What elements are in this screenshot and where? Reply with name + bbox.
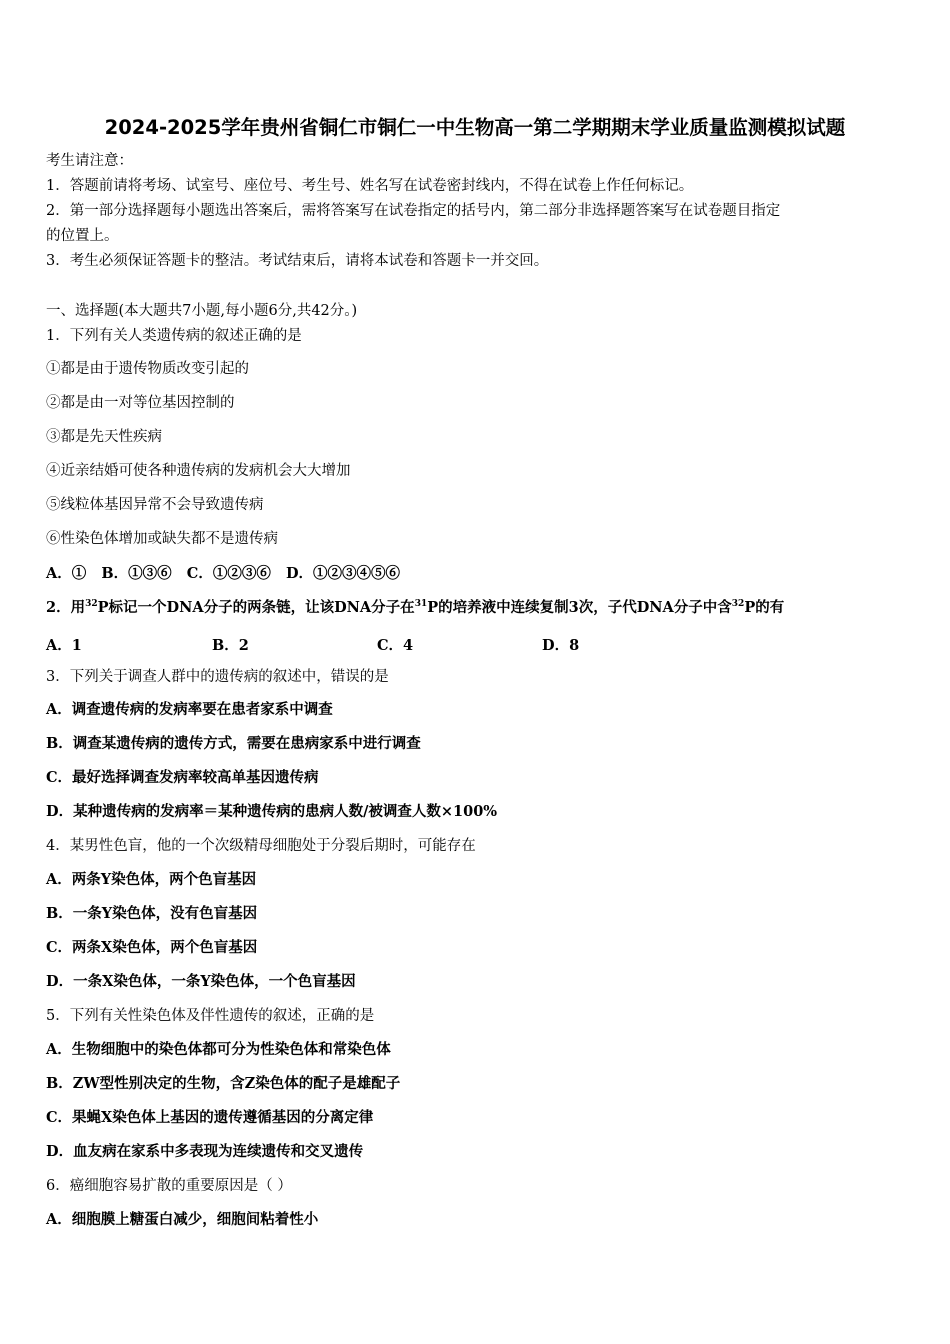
page-title: 2024-2025学年贵州省铜仁市铜仁一中生物高一第二学期期末学业质量监测模拟试题 xyxy=(104,116,846,139)
q2-stem-part-1: P标记一个DNA分子的两条链，让该DNA分子在 xyxy=(97,599,415,616)
q1-statement-1: ①都是由于遗传物质改变引起的 xyxy=(46,361,249,377)
q4-option-b: B．一条Y染色体，没有色盲基因 xyxy=(46,905,258,922)
notice-item-2-cont: 的位置上。 xyxy=(46,228,119,244)
q4-stem: 4．某男性色盲，他的一个次级精母细胞处于分裂后期时，可能存在 xyxy=(46,838,476,854)
q1-options: A．① B．①③⑥ C．①②③⑥ D．①②③④⑤⑥ xyxy=(46,565,401,582)
section-heading: 一、选择题(本大题共7小题,每小题6分,共42分。) xyxy=(46,303,358,319)
notice-item-1: 1．答题前请将考场、试室号、座位号、考生号、姓名写在试卷密封线内，不得在试卷上作任何标记。 xyxy=(46,178,694,194)
q2-option-d: D．8 xyxy=(542,637,580,654)
q5-stem: 5．下列有关性染色体及伴性遗传的叙述，正确的是 xyxy=(46,1008,375,1024)
q2-option-b: B．2 xyxy=(212,637,249,654)
q4-option-a: A．两条Y染色体，两个色盲基因 xyxy=(46,871,257,888)
q2-option-a: A．1 xyxy=(46,637,82,654)
q5-option-d: D．血友病在家系中多表现为连续遗传和交叉遗传 xyxy=(46,1143,364,1160)
notice-heading: 考生请注意： xyxy=(46,153,133,169)
q2-isotope-2: 31 xyxy=(414,599,428,609)
q5-option-c: C．果蝇X染色体上基因的遗传遵循基因的分离定律 xyxy=(46,1109,374,1126)
q2-stem xyxy=(46,599,784,617)
q6-stem: 6．癌细胞容易扩散的重要原因是（ ） xyxy=(46,1178,292,1194)
q3-option-a: A．调查遗传病的发病率要在患者家系中调查 xyxy=(46,701,333,718)
q2-isotope-1: 32 xyxy=(85,599,98,609)
q1-statement-4: ④近亲结婚可使各种遗传病的发病机会大大增加 xyxy=(46,463,351,479)
q1-statement-5: ⑤线粒体基因异常不会导致遗传病 xyxy=(46,497,264,513)
q3-option-d: D．某种遗传病的发病率＝某种遗传病的患病人数/被调查人数×100% xyxy=(46,803,498,820)
q2-isotope-3: 32 xyxy=(731,599,745,609)
q1-statement-6: ⑥性染色体增加或缺失都不是遗传病 xyxy=(46,531,278,547)
q2-stem-part-2: P的培养液中连续复制3次，子代DNA分子中含 xyxy=(427,599,732,616)
q1-statement-2: ②都是由一对等位基因控制的 xyxy=(46,395,235,411)
q1-statement-3: ③都是先天性疾病 xyxy=(46,429,162,445)
q5-option-b: B．ZW型性别决定的生物，含Z染色体的配子是雄配子 xyxy=(46,1075,401,1092)
q5-option-a: A．生物细胞中的染色体都可分为性染色体和常染色体 xyxy=(46,1041,391,1058)
q6-option-a: A．细胞膜上糖蛋白减少，细胞间粘着性小 xyxy=(46,1211,319,1228)
q1-stem: 1．下列有关人类遗传病的叙述正确的是 xyxy=(46,328,302,344)
q3-option-b: B．调查某遗传病的遗传方式，需要在患病家系中进行调查 xyxy=(46,735,421,752)
notice-item-2: 2．第一部分选择题每小题选出答案后，需将答案写在试卷指定的括号内，第二部分非选择题答案写在试卷题目指定 xyxy=(46,203,781,219)
q4-option-c: C．两条X染色体，两个色盲基因 xyxy=(46,939,258,956)
q2-stem-part-3: P的有 xyxy=(744,599,785,616)
q4-option-d: D．一条X染色体，一条Y染色体，一个色盲基因 xyxy=(46,973,356,990)
q2-stem-number: 2．用 xyxy=(46,599,86,616)
q3-option-c: C．最好选择调查发病率较高单基因遗传病 xyxy=(46,769,319,786)
q2-option-c: C．4 xyxy=(377,637,414,654)
notice-item-3: 3．考生必须保证答题卡的整洁。考试结束后，请将本试卷和答题卡一并交回。 xyxy=(46,253,549,269)
q3-stem: 3．下列关于调查人群中的遗传病的叙述中，错误的是 xyxy=(46,669,389,685)
